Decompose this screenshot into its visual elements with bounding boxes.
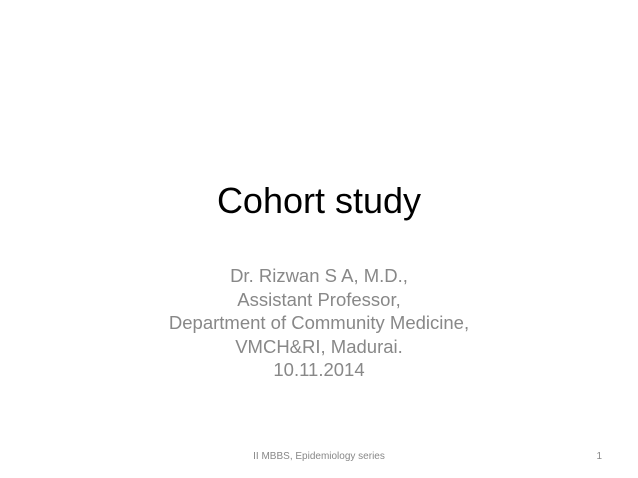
author-name: Dr. Rizwan S A, M.D.,: [230, 265, 408, 286]
author-designation: Assistant Professor,: [237, 288, 401, 310]
author-department: Department of Community Medicine,: [168, 312, 470, 333]
slide-subtitle: [0, 264, 638, 382]
slide-footer: II MBBS, Epidemiology series: [253, 451, 385, 462]
author-institution: VMCH&RI, Madurai.: [235, 335, 403, 357]
slide-title: Cohort study: [216, 180, 422, 221]
presentation-date: 10.11.2014: [273, 359, 365, 380]
slide-page-number: 1: [596, 451, 602, 462]
